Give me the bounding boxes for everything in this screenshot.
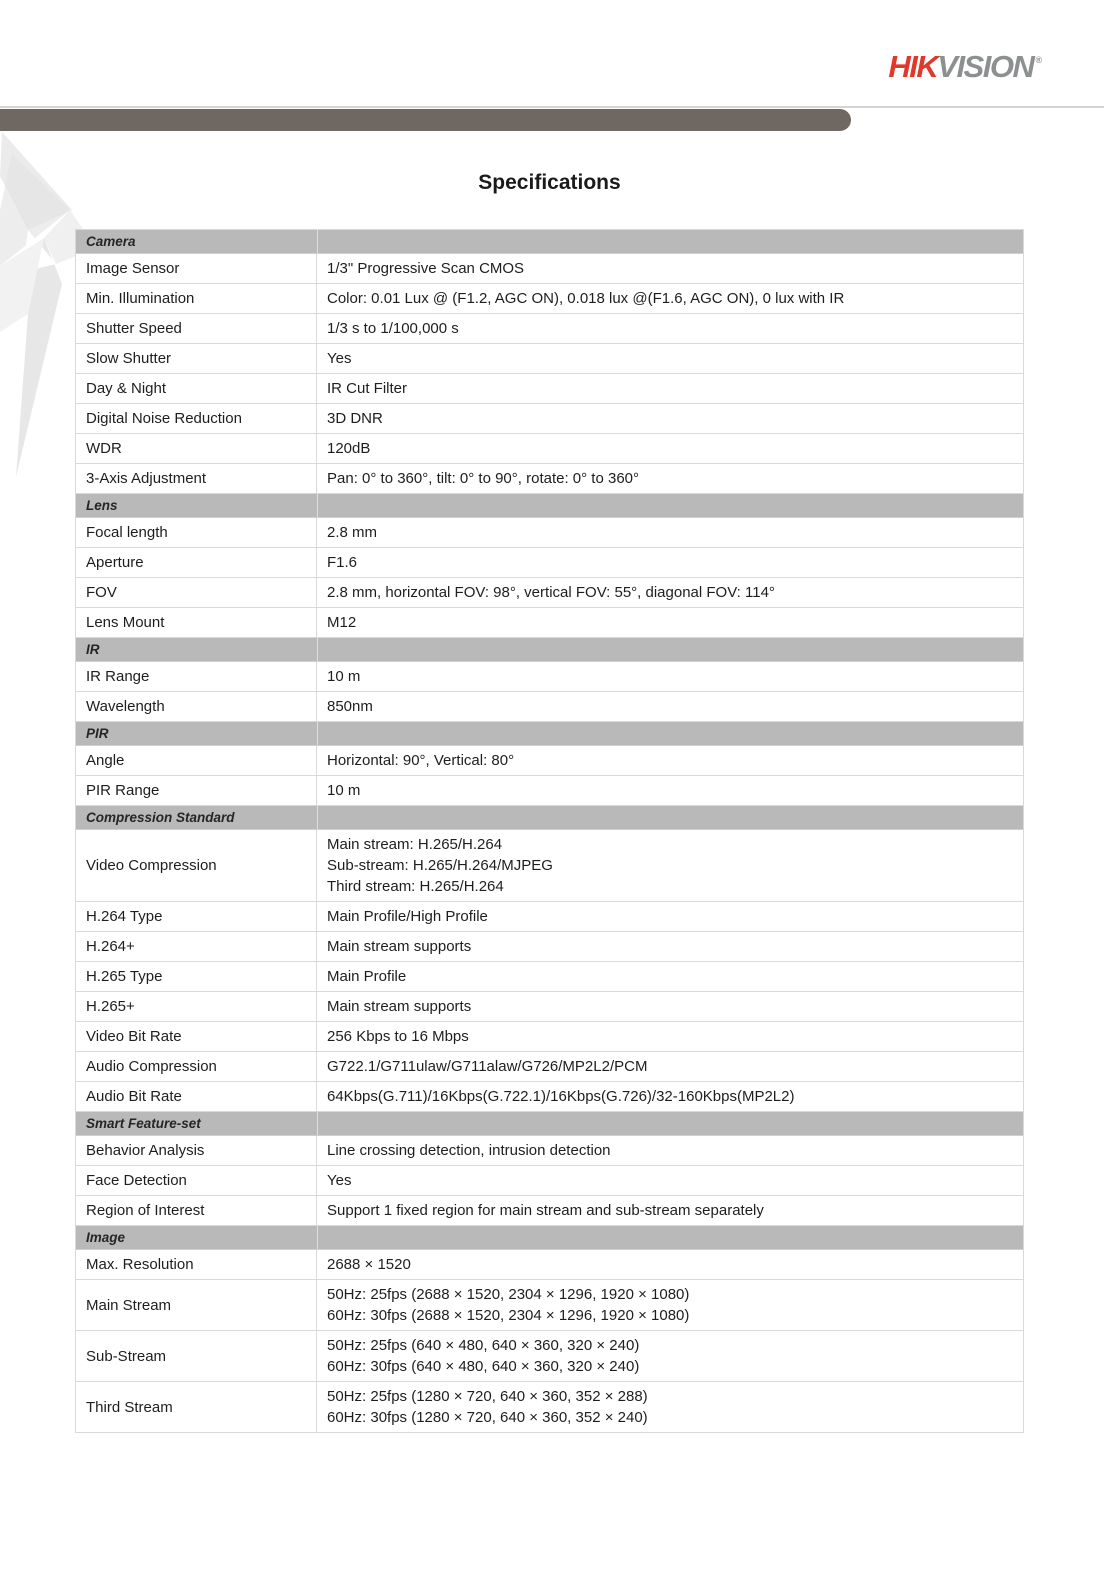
spec-label-text: Video Bit Rate xyxy=(86,1028,182,1045)
spec-value-line: 60Hz: 30fps (2688 × 1520, 2304 × 1296, 1920 × 1080) xyxy=(327,1307,690,1324)
spec-value xyxy=(317,830,1023,901)
spec-value xyxy=(317,518,1023,547)
spec-value xyxy=(317,962,1023,991)
spec-label-text: Audio Compression xyxy=(86,1058,217,1075)
section-header-camera xyxy=(76,230,1023,254)
spec-value-line: 50Hz: 25fps (1280 × 720, 640 × 360, 352 × 288) xyxy=(327,1388,648,1405)
hikvision-logo xyxy=(888,42,1042,85)
spec-label xyxy=(76,692,317,721)
spec-value-line: 2688 × 1520 xyxy=(327,1256,411,1273)
spec-row xyxy=(76,1022,1023,1052)
spec-label-text: Third Stream xyxy=(86,1398,173,1416)
spec-value-line: G722.1/G711ulaw/G711alaw/G726/MP2L2/PCM xyxy=(327,1058,648,1075)
spec-label xyxy=(76,518,317,547)
header-bar xyxy=(0,109,851,131)
section-header-spacer xyxy=(317,638,1023,661)
section-title: Camera xyxy=(86,234,136,249)
spec-value xyxy=(317,1166,1023,1195)
spec-row xyxy=(76,344,1023,374)
spec-value-line: 1/3" Progressive Scan CMOS xyxy=(327,260,525,277)
spec-label xyxy=(76,830,317,901)
spec-row xyxy=(76,1331,1023,1382)
section-header-spacer xyxy=(317,1112,1023,1135)
spec-label-text: Lens Mount xyxy=(86,614,165,631)
spec-row xyxy=(76,434,1023,464)
spec-label xyxy=(76,1196,317,1225)
spec-value xyxy=(317,932,1023,961)
spec-value-line: Main stream supports xyxy=(327,998,472,1015)
spec-row xyxy=(76,1136,1023,1166)
section-header-smart-feature-set xyxy=(76,1112,1023,1136)
spec-value xyxy=(317,692,1023,721)
spec-value xyxy=(317,746,1023,775)
spec-label-text: Video Compression xyxy=(86,857,217,874)
spec-value xyxy=(317,608,1023,637)
spec-row xyxy=(76,464,1023,494)
spec-label-text: Wavelength xyxy=(86,698,165,715)
spec-row xyxy=(76,284,1023,314)
spec-row xyxy=(76,932,1023,962)
spec-value-line: 60Hz: 30fps (640 × 480, 640 × 360, 320 × 240) xyxy=(327,1358,640,1375)
section-header-ir xyxy=(76,638,1023,662)
spec-row xyxy=(76,518,1023,548)
section-header-pir xyxy=(76,722,1023,746)
spec-value-line: Color: 0.01 Lux @ (F1.2, AGC ON), 0.018 lux @(F1.6, AGC ON), 0 lux with IR xyxy=(327,290,845,307)
spec-value-line: 50Hz: 25fps (640 × 480, 640 × 360, 320 × 240) xyxy=(327,1337,640,1354)
spec-label xyxy=(76,746,317,775)
spec-value-line: Main stream: H.265/H.264 xyxy=(327,836,503,853)
logo-text-vision: VISION xyxy=(937,49,1034,84)
spec-value xyxy=(317,344,1023,373)
spec-label-text: Image Sensor xyxy=(86,260,180,277)
spec-row xyxy=(76,692,1023,722)
spec-value-line: F1.6 xyxy=(327,554,358,571)
section-title: Smart Feature-set xyxy=(86,1116,201,1131)
spec-label-text: Audio Bit Rate xyxy=(86,1088,182,1105)
spec-value-line: Yes xyxy=(327,1172,352,1189)
spec-row xyxy=(76,314,1023,344)
spec-label-text: H.265+ xyxy=(86,998,135,1015)
spec-label xyxy=(76,608,317,637)
spec-label xyxy=(76,992,317,1021)
spec-row xyxy=(76,776,1023,806)
spec-value xyxy=(317,1052,1023,1081)
spec-label xyxy=(76,932,317,961)
spec-value-line: M12 xyxy=(327,614,357,631)
logo-text-hik: HIK xyxy=(888,49,938,84)
spec-label-text: Aperture xyxy=(86,554,144,571)
spec-row xyxy=(76,830,1023,902)
spec-label xyxy=(76,776,317,805)
spec-label-text: WDR xyxy=(86,440,122,457)
spec-value xyxy=(317,464,1023,493)
spec-label xyxy=(76,1331,317,1381)
spec-value xyxy=(317,434,1023,463)
spec-value-line: Third stream: H.265/H.264 xyxy=(327,878,504,895)
spec-label xyxy=(76,374,317,403)
spec-value xyxy=(317,314,1023,343)
spec-row xyxy=(76,1082,1023,1112)
spec-value xyxy=(317,1382,1023,1432)
spec-label-text: Shutter Speed xyxy=(86,320,182,337)
spec-label-text: Face Detection xyxy=(86,1172,187,1189)
spec-value-line: 2.8 mm xyxy=(327,524,378,541)
spec-value-line: 1/3 s to 1/100,000 s xyxy=(327,320,459,337)
spec-value-line: 64Kbps(G.711)/16Kbps(G.722.1)/16Kbps(G.726)/32-160Kbps(MP2L2) xyxy=(327,1088,795,1105)
spec-value-line: 850nm xyxy=(327,698,373,715)
spec-value-line: 256 Kbps to 16 Mbps xyxy=(327,1028,469,1045)
spec-value xyxy=(317,662,1023,691)
spec-value-line: Sub-stream: H.265/H.264/MJPEG xyxy=(327,857,553,874)
section-header-spacer xyxy=(317,1226,1023,1249)
section-header-compression-standard xyxy=(76,806,1023,830)
spec-row xyxy=(76,254,1023,284)
spec-label xyxy=(76,578,317,607)
spec-row xyxy=(76,746,1023,776)
spec-row xyxy=(76,1166,1023,1196)
spec-label xyxy=(76,1250,317,1279)
spec-value xyxy=(317,578,1023,607)
spec-value xyxy=(317,374,1023,403)
spec-value-line: IR Cut Filter xyxy=(327,380,408,397)
spec-value-line: Line crossing detection, intrusion detection xyxy=(327,1142,611,1159)
spec-label xyxy=(76,1382,317,1432)
spec-row xyxy=(76,1280,1023,1331)
spec-value-line: 120dB xyxy=(327,440,371,457)
spec-label-text: Digital Noise Reduction xyxy=(86,410,242,427)
spec-value-line: 10 m xyxy=(327,782,361,799)
spec-label-text: IR Range xyxy=(86,668,150,685)
spec-value-line: 2.8 mm, horizontal FOV: 98°, vertical FOV: 55°, diagonal FOV: 114° xyxy=(327,584,775,601)
spec-label xyxy=(76,1082,317,1111)
spec-label xyxy=(76,1136,317,1165)
spec-row xyxy=(76,374,1023,404)
spec-label-text: PIR Range xyxy=(86,782,160,799)
spec-value xyxy=(317,776,1023,805)
spec-label-text: Sub-Stream xyxy=(86,1347,167,1365)
spec-label-text: Day & Night xyxy=(86,380,167,397)
spec-label-text: Slow Shutter xyxy=(86,350,172,367)
spec-value-line: 10 m xyxy=(327,668,361,685)
spec-label xyxy=(76,1280,317,1330)
spec-value-line: Main Profile xyxy=(327,968,407,985)
spec-label-text: 3-Axis Adjustment xyxy=(86,470,207,487)
section-title: Compression Standard xyxy=(86,810,235,825)
section-header-spacer xyxy=(317,230,1023,253)
spec-label xyxy=(76,1022,317,1051)
spec-value-line: 60Hz: 30fps (1280 × 720, 640 × 360, 352 × 240) xyxy=(327,1409,648,1426)
spec-label xyxy=(76,662,317,691)
spec-row xyxy=(76,548,1023,578)
spec-value xyxy=(317,1196,1023,1225)
spec-table xyxy=(75,229,1024,1433)
spec-label xyxy=(76,962,317,991)
spec-label xyxy=(76,284,317,313)
spec-label xyxy=(76,434,317,463)
section-header-spacer xyxy=(317,722,1023,745)
spec-label-text: Max. Resolution xyxy=(86,1256,194,1273)
spec-value xyxy=(317,1136,1023,1165)
spec-row xyxy=(76,662,1023,692)
spec-label xyxy=(76,254,317,283)
spec-value-line: Horizontal: 90°, Vertical: 80° xyxy=(327,752,515,769)
spec-label-text: H.264 Type xyxy=(86,908,163,925)
spec-value-line: Yes xyxy=(327,350,352,367)
spec-value-line: 50Hz: 25fps (2688 × 1520, 2304 × 1296, 1920 × 1080) xyxy=(327,1286,690,1303)
spec-row xyxy=(76,992,1023,1022)
section-header-spacer xyxy=(317,806,1023,829)
spec-label-text: Angle xyxy=(86,752,125,769)
header-accent-line xyxy=(0,106,1104,108)
section-header-lens xyxy=(76,494,1023,518)
section-header-spacer xyxy=(317,494,1023,517)
section-title: PIR xyxy=(86,726,109,741)
spec-label-text: H.265 Type xyxy=(86,968,163,985)
spec-value-line: Main stream supports xyxy=(327,938,472,955)
section-title: IR xyxy=(86,642,100,657)
spec-row xyxy=(76,1196,1023,1226)
spec-value xyxy=(317,902,1023,931)
spec-label-text: Region of Interest xyxy=(86,1202,205,1219)
spec-label-text: Main Stream xyxy=(86,1296,172,1314)
spec-label-text: Focal length xyxy=(86,524,168,541)
spec-value xyxy=(317,404,1023,433)
spec-row xyxy=(76,404,1023,434)
spec-value xyxy=(317,254,1023,283)
spec-value xyxy=(317,548,1023,577)
spec-row xyxy=(76,962,1023,992)
spec-value xyxy=(317,1331,1023,1381)
spec-value xyxy=(317,1250,1023,1279)
spec-value xyxy=(317,284,1023,313)
spec-label xyxy=(76,404,317,433)
spec-value xyxy=(317,1022,1023,1051)
spec-value xyxy=(317,1082,1023,1111)
registered-mark: ® xyxy=(1035,55,1042,65)
spec-value-line: Support 1 fixed region for main stream and sub-stream separately xyxy=(327,1202,764,1219)
section-title: Image xyxy=(86,1230,126,1245)
spec-label xyxy=(76,548,317,577)
spec-label-text: Min. Illumination xyxy=(86,290,195,307)
spec-row xyxy=(76,578,1023,608)
page-title: Specifications xyxy=(478,171,621,194)
spec-label xyxy=(76,464,317,493)
spec-row xyxy=(76,1052,1023,1082)
spec-value-line: Main Profile/High Profile xyxy=(327,908,488,925)
section-title: Lens xyxy=(86,498,118,513)
spec-label xyxy=(76,902,317,931)
spec-label-text: FOV xyxy=(86,584,117,601)
spec-label xyxy=(76,1052,317,1081)
spec-value xyxy=(317,992,1023,1021)
spec-value-line: 3D DNR xyxy=(327,410,383,427)
spec-label xyxy=(76,344,317,373)
spec-label xyxy=(76,314,317,343)
spec-value xyxy=(317,1280,1023,1330)
section-header-image xyxy=(76,1226,1023,1250)
spec-value-line: Pan: 0° to 360°, tilt: 0° to 90°, rotate: 0° to 360° xyxy=(327,470,640,487)
spec-label-text: Behavior Analysis xyxy=(86,1142,205,1159)
spec-label xyxy=(76,1166,317,1195)
spec-label-text: H.264+ xyxy=(86,938,135,955)
spec-row xyxy=(76,608,1023,638)
spec-row xyxy=(76,1250,1023,1280)
spec-row xyxy=(76,902,1023,932)
spec-row xyxy=(76,1382,1023,1432)
